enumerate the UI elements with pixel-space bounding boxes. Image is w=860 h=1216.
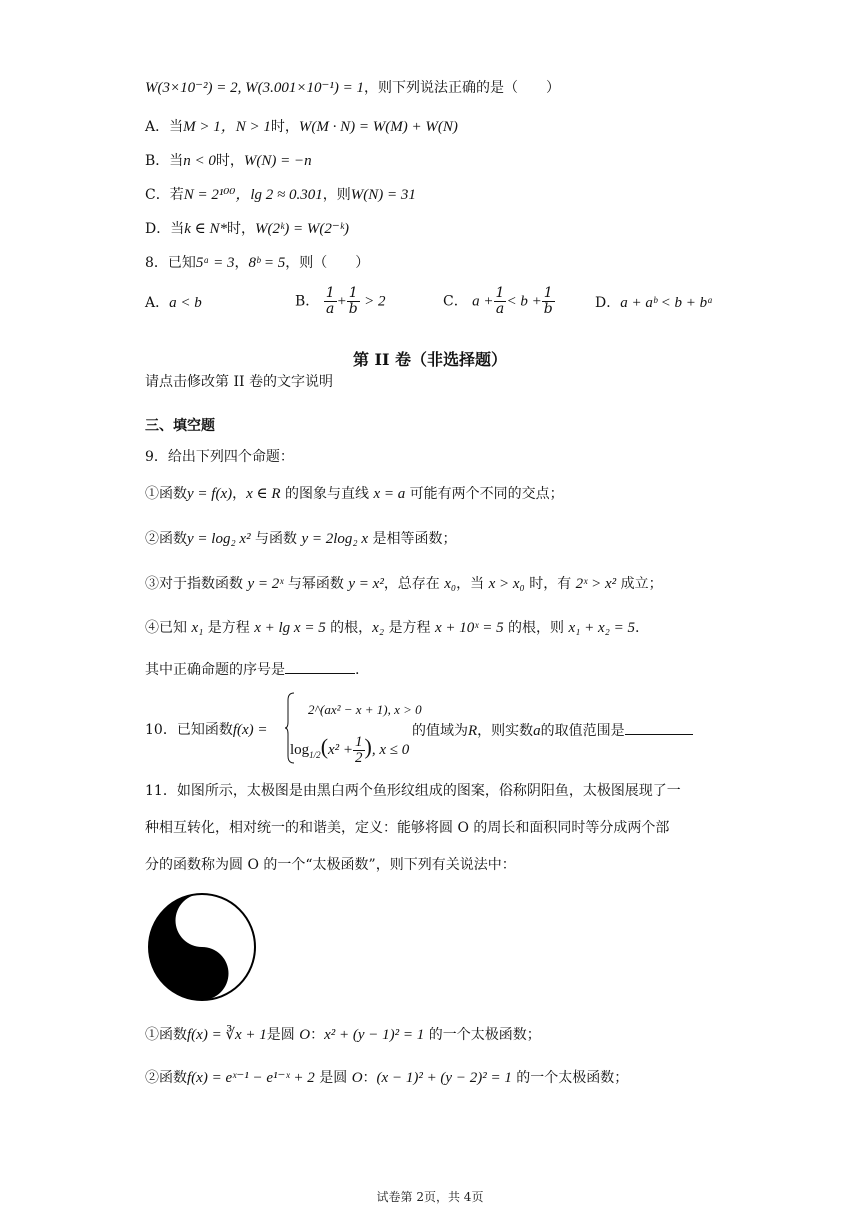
math: (x − 1)² + (y − 2)² = 1	[376, 1070, 512, 1086]
option-math: a < b	[169, 295, 202, 311]
section-2-note[interactable]: 请点击修改第 II 卷的文字说明	[145, 374, 333, 390]
math: x₂	[372, 620, 385, 636]
fraction-1-over-b: $\frac{1}{b}$	[348, 285, 358, 317]
option-math: W(N) = 31	[350, 187, 416, 203]
option-math: W(N) = −n	[243, 153, 312, 169]
text: 是圆	[266, 1027, 300, 1043]
q11-statement-1	[145, 1025, 541, 1045]
text: ，当	[456, 576, 489, 592]
option-text: 当	[169, 153, 184, 169]
math: x + lg x = 5	[254, 620, 326, 636]
option-math: N = 2¹⁰⁰，lg 2 ≈ 0.301	[183, 187, 323, 203]
section-3-title: 三、填空题	[145, 418, 215, 434]
text: 的根，	[325, 620, 373, 636]
math: R	[468, 723, 478, 739]
math: x² + (y − 1)² = 1	[324, 1027, 425, 1043]
q8-stem	[145, 253, 369, 273]
q7-option-a	[145, 117, 458, 137]
log-text: log	[290, 741, 310, 758]
text: 与函数	[250, 531, 302, 547]
q9-proposition-2	[145, 529, 457, 549]
option-math: W(M · N) = W(M) + W(N)	[298, 119, 458, 135]
text: ①函数	[145, 1027, 187, 1043]
math: x₀	[444, 576, 457, 592]
text: 的根，则	[503, 620, 569, 636]
text: ②函数	[145, 531, 187, 547]
q10-case-1: 2^(ax² − x + 1), x > 0	[308, 702, 422, 717]
option-label: C．	[443, 293, 468, 310]
option-label: A．	[145, 119, 170, 135]
option-label: B．	[145, 153, 170, 169]
text: ④已知	[145, 620, 192, 636]
text: ，总存在	[383, 576, 445, 592]
page-footer: 试卷第 2页，共 4页	[376, 1190, 484, 1204]
option-math: W(2ᵏ) = W(2⁻ᵏ)	[255, 221, 349, 237]
q10-case-2: $\log_{1/2}(x^2$ + $\frac{1}{2}$ ), x ≤ 0	[290, 733, 410, 766]
q8-sep: ，	[234, 255, 249, 271]
text: ：	[310, 1027, 325, 1043]
text: ，	[232, 486, 247, 502]
text: ②函数	[145, 1070, 187, 1086]
option-text: 当	[170, 221, 185, 237]
q9-ask	[145, 659, 359, 680]
option-math: M > 1，N > 1	[183, 119, 271, 135]
text: .	[635, 620, 640, 636]
option-label: A．	[145, 295, 170, 311]
text: .	[355, 662, 360, 678]
option-math: k ∈ N*	[184, 221, 228, 237]
math: x₁ + x₂ = 5	[568, 620, 635, 636]
math: x > x₀	[488, 576, 525, 592]
text: ③对于指数函数	[145, 576, 248, 592]
text: 10．已知函数	[145, 722, 233, 738]
answer-blank[interactable]	[285, 659, 355, 674]
q8-option-d	[595, 293, 713, 313]
q8-tail: ，则（ ）	[285, 255, 370, 271]
math: f(x) = eˣ⁻¹ − e¹⁻ˣ + 2	[187, 1070, 315, 1086]
math: y = log₂ x²	[187, 531, 251, 547]
text: 是圆	[314, 1070, 352, 1086]
q11-line-3: 分的函数称为圆 O 的一个“太极函数”，则下列有关说法中：	[145, 857, 516, 873]
q11-line-1: 11．如图所示，太极图是由黑白两个鱼形纹组成的图案，俗称阴阳鱼，太极图展现了一	[145, 783, 681, 799]
section-2-title: 第 II 卷（非选择题）	[352, 350, 508, 369]
q8-number: 8．已知	[145, 255, 196, 271]
q9-proposition-3	[145, 574, 663, 594]
q8-option-a	[145, 293, 202, 313]
q7-option-c	[145, 185, 416, 205]
text: 其中正确命题的序号是	[145, 662, 285, 678]
text: ：	[362, 1070, 377, 1086]
math: x₁	[191, 620, 204, 636]
answer-blank[interactable]	[625, 720, 693, 735]
option-math: a + aᵇ < b + bᵃ	[620, 295, 714, 311]
option-text: 时，	[215, 153, 244, 169]
math: y = 2ˣ	[247, 576, 284, 592]
text: 的一个太极函数；	[424, 1027, 541, 1043]
text: 的取值范围是	[540, 723, 625, 739]
text: 的图象与直线	[280, 486, 374, 502]
math: x ∈ R	[246, 486, 281, 502]
text: 是相等函数；	[368, 531, 457, 547]
math: O	[351, 1070, 363, 1086]
text: 是方程	[384, 620, 435, 636]
math: 2ˣ > x²	[575, 576, 617, 592]
math: f(x) =	[232, 722, 268, 738]
option-text: 当	[169, 119, 184, 135]
q8-math: 8ᵇ = 5	[248, 255, 286, 271]
option-text: ，则	[322, 187, 351, 203]
q8-option-b: B． $\frac{1}{a}$ + $\frac{1}{b}$ > 2	[295, 285, 386, 317]
taiji-icon	[147, 892, 257, 1002]
math: x = a	[373, 486, 406, 502]
fraction-1-over-a: $\frac{1}{a}$	[495, 285, 505, 317]
q11-line-2: 种相互转化，相对统一的和谐美，定义：能够将圆 O 的周长和面积同时等分成两个部	[145, 820, 670, 836]
q10-tail	[412, 720, 693, 741]
text: ，则实数	[477, 723, 534, 739]
math: y = 2log₂ x	[301, 531, 369, 547]
q10-lead	[145, 720, 268, 740]
fraction-1-over-2: $\frac{1}{2}$	[355, 734, 363, 766]
option-label: D．	[145, 221, 171, 237]
math: a	[533, 723, 541, 739]
text: 的值域为	[412, 723, 468, 739]
text: 成立；	[616, 576, 663, 592]
fraction-1-over-b: $\frac{1}{b}$	[543, 285, 553, 317]
math: y = x²	[348, 576, 384, 592]
option-math: n < 0	[183, 153, 216, 169]
q8-option-c: C． a + $\frac{1}{a}$ < b + $\frac{1}{b}$	[443, 285, 553, 317]
q7-option-d	[145, 219, 349, 239]
q7-stem-text: ，则下列说法正确的是（ ）	[364, 80, 561, 96]
option-text: 若	[169, 187, 184, 203]
q7-stem-math: W(3×10⁻²) = 2, W(3.001×10⁻¹) = 1	[145, 80, 365, 96]
option-text: 时，	[227, 221, 256, 237]
text: 与幂函数	[283, 576, 349, 592]
option-text: 时，	[270, 119, 299, 135]
math: f(x) = ∛x + 1	[187, 1027, 267, 1043]
text: 是方程	[203, 620, 255, 636]
q9-proposition-4	[145, 618, 639, 638]
math: x + 10ˣ = 5	[434, 620, 504, 636]
q11-statement-2	[145, 1068, 628, 1088]
fraction-1-over-a: $\frac{1}{a}$	[325, 285, 335, 317]
text: ①函数	[145, 486, 187, 502]
q7-option-b	[145, 151, 312, 171]
option-math: > 2	[364, 293, 386, 310]
q8-math: 5ᵃ = 3	[195, 255, 235, 271]
option-label: C．	[145, 187, 170, 203]
option-label: B．	[295, 293, 320, 310]
option-label: D．	[595, 295, 621, 311]
math: y = f(x)	[187, 486, 233, 502]
text: 的一个太极函数；	[511, 1070, 629, 1086]
text: 时，有	[524, 576, 576, 592]
math: O	[299, 1027, 311, 1043]
text: 可能有两个不同的交点；	[405, 486, 564, 502]
math: x ≤ 0	[379, 741, 410, 758]
q9-proposition-1	[145, 484, 564, 504]
q7-stem-end	[145, 78, 560, 98]
q9-intro: 9．给出下列四个命题：	[145, 449, 294, 465]
